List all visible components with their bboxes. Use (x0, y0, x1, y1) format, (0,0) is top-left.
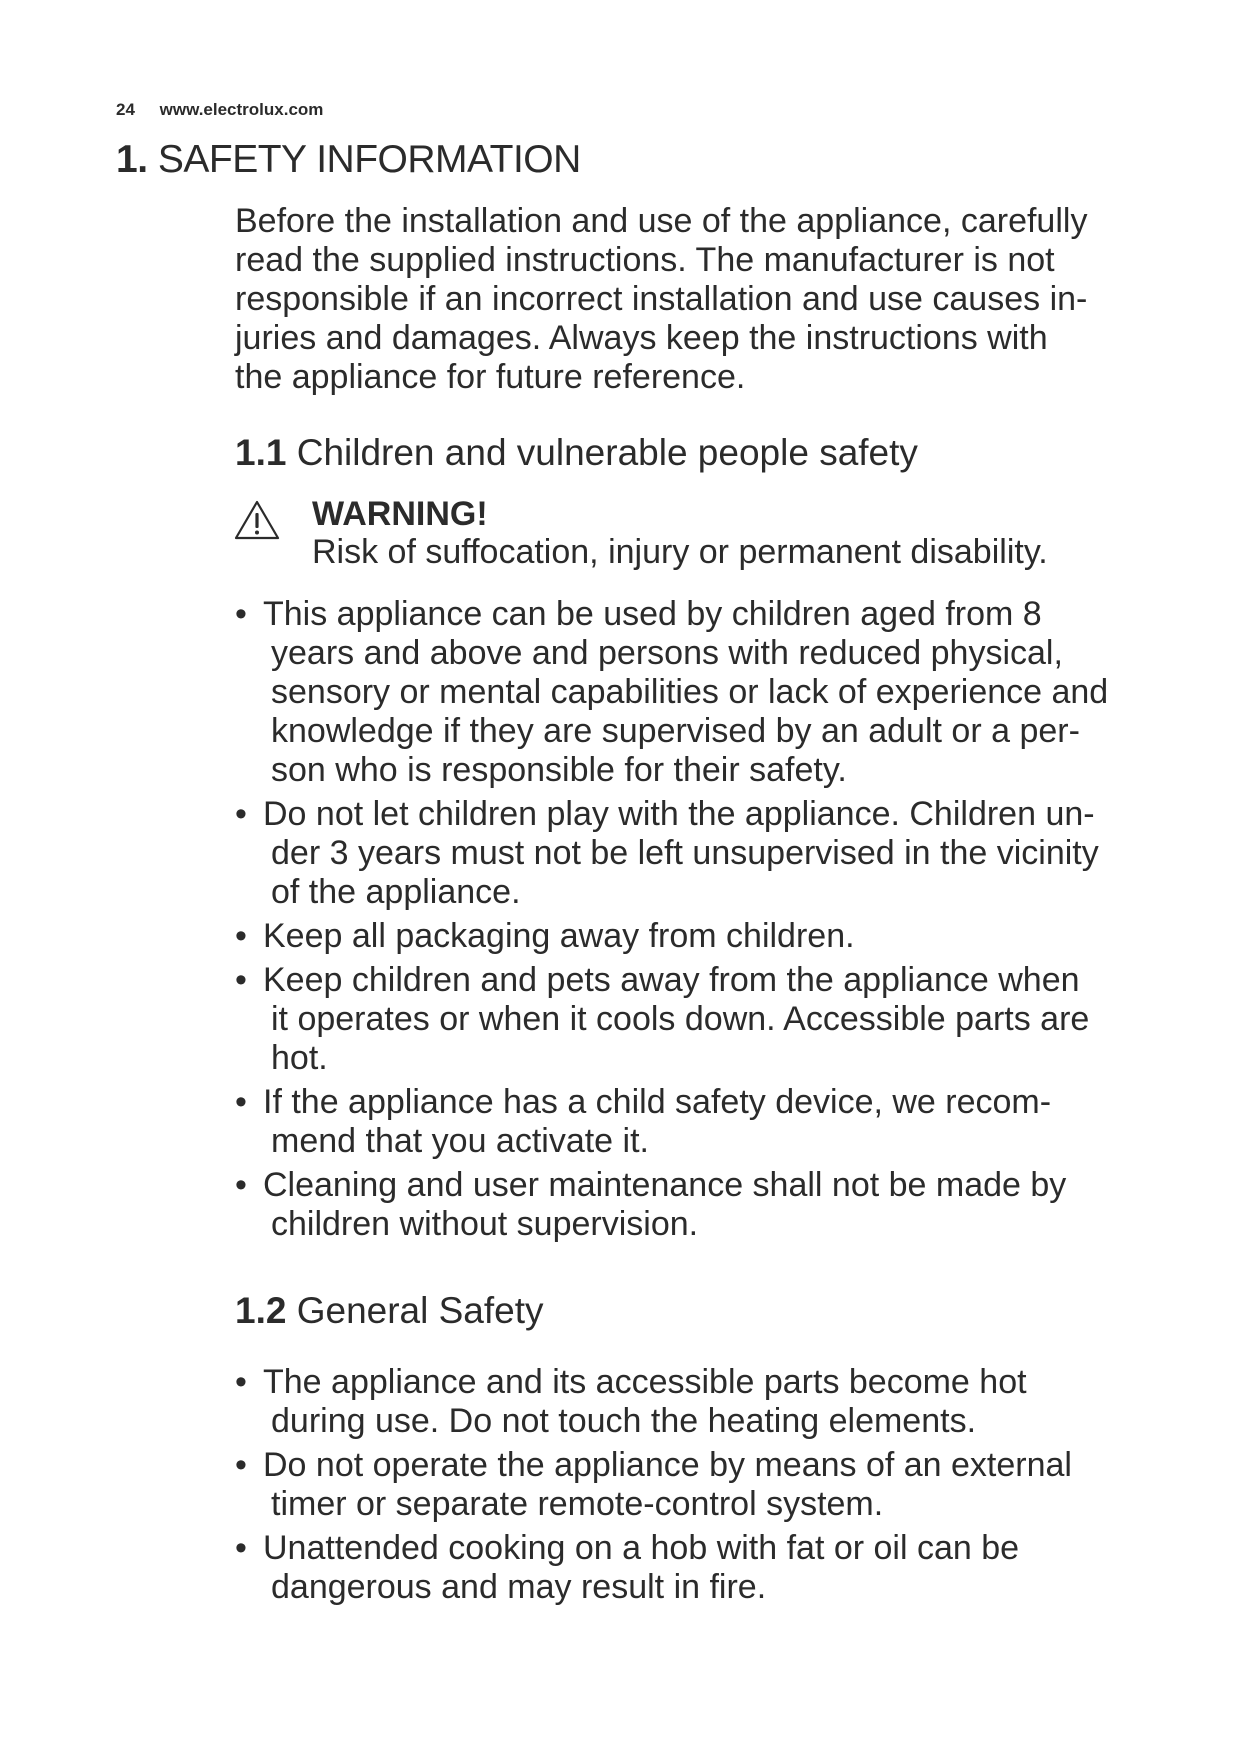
intro-line: responsible if an incorrect installation and use causes in- (235, 280, 1088, 318)
list-item: • Do not let children play with the appliance. Children un- der 3 years must not be left unsupervised in the vicinity of the appliance. (235, 795, 1099, 911)
bullet-dot: • (235, 1166, 247, 1204)
bullet-dot: • (235, 1446, 247, 1484)
general-safety-list (235, 1363, 1155, 1612)
section-number: 1. (116, 138, 148, 181)
subsection-title: General Safety (296, 1290, 544, 1331)
list-item: • Cleaning and user maintenance shall not be made by children without supervision. (235, 1166, 1067, 1243)
bullet-dot: • (235, 1529, 247, 1567)
section-title (116, 138, 581, 182)
list-item: • Unattended cooking on a hob with fat or oil can be dangerous and may result in fire. (235, 1529, 1020, 1606)
subsection-number: 1.1 (235, 432, 287, 473)
bullet-dot: • (235, 917, 247, 955)
list-item: • If the appliance has a child safety device, we recom- mend that you activate it. (235, 1083, 1052, 1160)
warning-title: WARNING! (312, 495, 488, 533)
subsection-heading-1-2 (235, 1290, 544, 1332)
warning-text: Risk of suffocation, injury or permanent disability. (312, 533, 1048, 571)
intro-line: juries and damages. Always keep the instructions with (235, 319, 1048, 357)
page-number: 24 (116, 100, 135, 119)
bullet-dot: • (235, 1083, 247, 1121)
website-url: www.electrolux.com (159, 100, 324, 119)
bullet-dot: • (235, 961, 247, 999)
bullet-dot: • (235, 595, 247, 633)
intro-line: read the supplied instructions. The manufacturer is not (235, 241, 1055, 279)
bullet-dot: • (235, 795, 247, 833)
bullet-dot: • (235, 1363, 247, 1401)
intro-paragraph (235, 202, 1135, 397)
list-item: • This appliance can be used by children aged from 8 years and above and persons with reduced physical, sensory or mental capabilities or lack of experience and knowledge if they are supervised by an adult or a per- son who is responsible for their safety. (235, 595, 1109, 789)
children-safety-list (235, 595, 1155, 1249)
list-item: • The appliance and its accessible parts become hot during use. Do not touch the heating elements. (235, 1363, 1027, 1440)
intro-line: the appliance for future reference. (235, 358, 746, 396)
list-item: • Keep children and pets away from the appliance when it operates or when it cools down. Accessible parts are hot. (235, 961, 1090, 1077)
intro-line: Before the installation and use of the appliance, carefully (235, 202, 1088, 240)
list-item: • Keep all packaging away from children. (235, 917, 855, 955)
section-title-text: SAFETY INFORMATION (157, 138, 581, 181)
list-item: • Do not operate the appliance by means of an external timer or separate remote-control system. (235, 1446, 1072, 1523)
subsection-heading-1-1 (235, 432, 918, 474)
subsection-title: Children and vulnerable people safety (296, 432, 918, 473)
warning-triangle-icon (233, 499, 281, 541)
page-header (116, 100, 323, 120)
subsection-number: 1.2 (235, 1290, 287, 1331)
